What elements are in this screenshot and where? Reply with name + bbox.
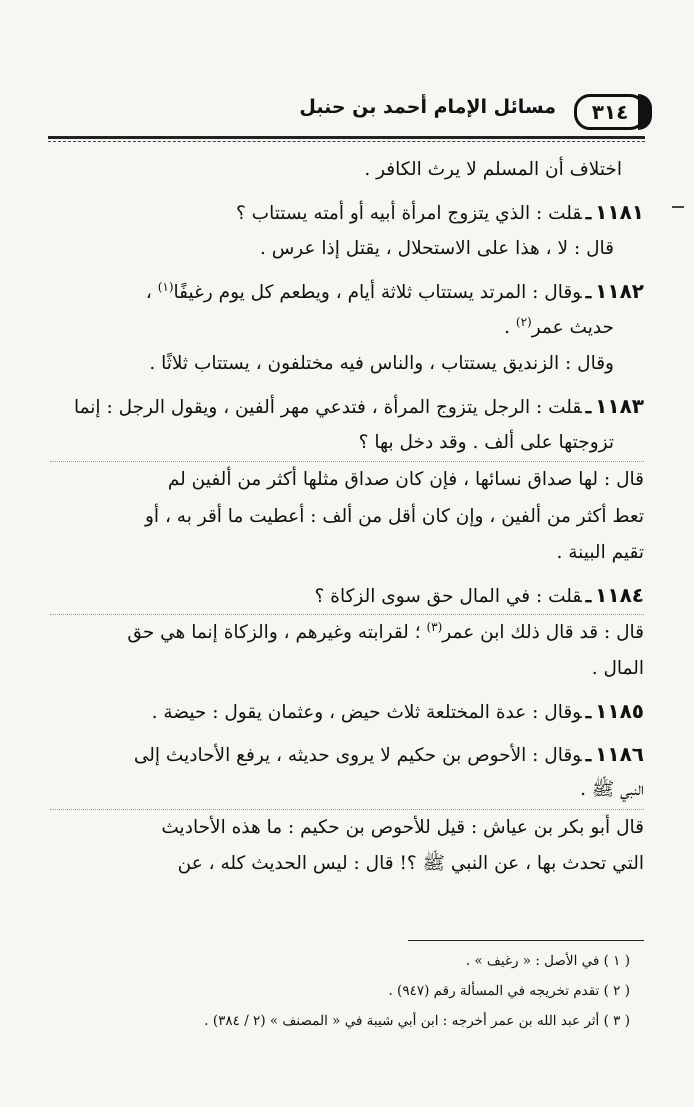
margin-mark xyxy=(672,206,684,208)
line-text: وقال : الأحوص بن حكيم لا يروى حديثه ، يرفع الأحاديث إلى xyxy=(133,744,582,766)
footnote-marker: (٢) xyxy=(515,314,532,329)
line-text: قال : لا ، هذا على الاستحلال ، يقتل إذا عرس . xyxy=(259,237,614,259)
header-dashed-rule xyxy=(48,141,645,142)
issue-number: ١١٨٣ xyxy=(595,394,644,419)
line-text: التي تحدث بها ، عن النبي ﷺ ؟! قال : ليس الحديث كله ، عن xyxy=(177,853,644,875)
line-text: المال . xyxy=(591,658,644,680)
text-line xyxy=(50,651,644,687)
line-text: قلت : في المال حق سوى الزكاة ؟ xyxy=(314,586,582,608)
issue-entry-line xyxy=(50,273,644,309)
text-line xyxy=(50,461,644,498)
line-text: قال : قد قال ذلك ابن عمر xyxy=(442,621,644,643)
issue-entry-line xyxy=(50,736,644,772)
issue-dash: ـ xyxy=(585,744,592,766)
issue-entry-line xyxy=(50,577,644,613)
page-number-badge xyxy=(574,94,646,130)
issue-number: ١١٨٢ xyxy=(595,279,644,304)
line-text: تعط أكثر من ألفين ، وإن كان أقل من ألف : أعطيت ما أقر به ، أو xyxy=(144,505,644,527)
line-text: وقال : الزنديق يستتاب ، والناس فيه مختلفون ، يستتاب ثلاثًا . xyxy=(149,352,614,374)
issue-entry-line xyxy=(50,388,644,424)
issue-number: ١١٨٥ xyxy=(595,699,644,724)
line-text-tail: . xyxy=(504,316,516,338)
issue-entry-line xyxy=(50,693,644,729)
issue-number: ١١٨٦ xyxy=(595,741,644,766)
body-text xyxy=(50,152,644,882)
footnote-marker: (٣) xyxy=(426,619,443,634)
line-text: النبي ﷺ . xyxy=(580,779,644,801)
text-line xyxy=(50,846,644,882)
text-line xyxy=(50,152,644,188)
line-text-tail: ، xyxy=(145,282,158,304)
issue-number: ١١٨١ xyxy=(595,200,644,225)
issue-entry-line xyxy=(50,194,644,230)
text-line xyxy=(50,231,644,267)
line-text: تقيم البينة . xyxy=(556,541,644,563)
text-line xyxy=(50,809,644,846)
running-title: مسائل الإمام أحمد بن حنبل xyxy=(299,96,556,118)
text-line xyxy=(50,425,644,461)
footnote-1: ( ١ ) في الأصل : « رغيف » . xyxy=(465,953,630,969)
issue-number: ١١٨٤ xyxy=(595,583,644,608)
line-text: قال أبو بكر بن عياش : قيل للأحوص بن حكيم : ما هذه الأحاديث xyxy=(161,816,644,838)
line-text: قلت : الرجل يتزوج المرأة ، فتدعي مهر ألفين ، ويقول الرجل : إنما xyxy=(73,397,582,419)
line-text: قال : لها صداق نسائها ، فإن كان صداق مثلها أكثر من ألفين لم xyxy=(167,469,644,491)
issue-dash: ـ xyxy=(585,203,592,225)
page-number: ٣١٤ xyxy=(591,100,629,124)
line-text: تزوجتها على ألف . وقد دخل بها ؟ xyxy=(358,431,614,453)
footnote-2: ( ٢ ) تقدم تخريجه في المسألة رقم (٩٤٧) . xyxy=(388,983,630,999)
text-line xyxy=(50,499,644,535)
footnote-3: ( ٣ ) أثر عبد الله بن عمر أخرجه : ابن أبي شيبة في « المصنف » (٢ / ٣٨٤) . xyxy=(204,1013,630,1029)
line-text: اختلاف أن المسلم لا يرث الكافر . xyxy=(364,159,622,180)
footnote-rule xyxy=(408,940,644,941)
page-header xyxy=(48,92,646,132)
issue-dash: ـ xyxy=(585,282,592,304)
text-line xyxy=(50,346,644,382)
line-text: وقال : المرتد يستتاب ثلاثة أيام ، ويطعم كل يوم رغيفًا xyxy=(173,282,582,304)
footnotes xyxy=(50,946,640,1036)
text-line xyxy=(50,310,644,346)
line-text-tail: ؛ لقرابته وغيرهم ، والزكاة إنما هي حق xyxy=(127,621,427,643)
text-line xyxy=(50,772,644,808)
text-line xyxy=(50,614,644,651)
line-text: حديث عمر xyxy=(531,316,614,338)
issue-dash: ـ xyxy=(585,397,592,419)
issue-dash: ـ xyxy=(585,586,592,608)
issue-dash: ـ xyxy=(585,702,592,724)
text-line xyxy=(50,535,644,571)
header-rule xyxy=(48,136,645,139)
footnote-marker: (١) xyxy=(157,280,174,295)
line-text: وقال : عدة المختلعة ثلاث حيض ، وعثمان يقول : حيضة . xyxy=(151,702,582,724)
line-text: قلت : الذي يتزوج امرأة أبيه أو أمته يستتاب ؟ xyxy=(235,203,582,225)
